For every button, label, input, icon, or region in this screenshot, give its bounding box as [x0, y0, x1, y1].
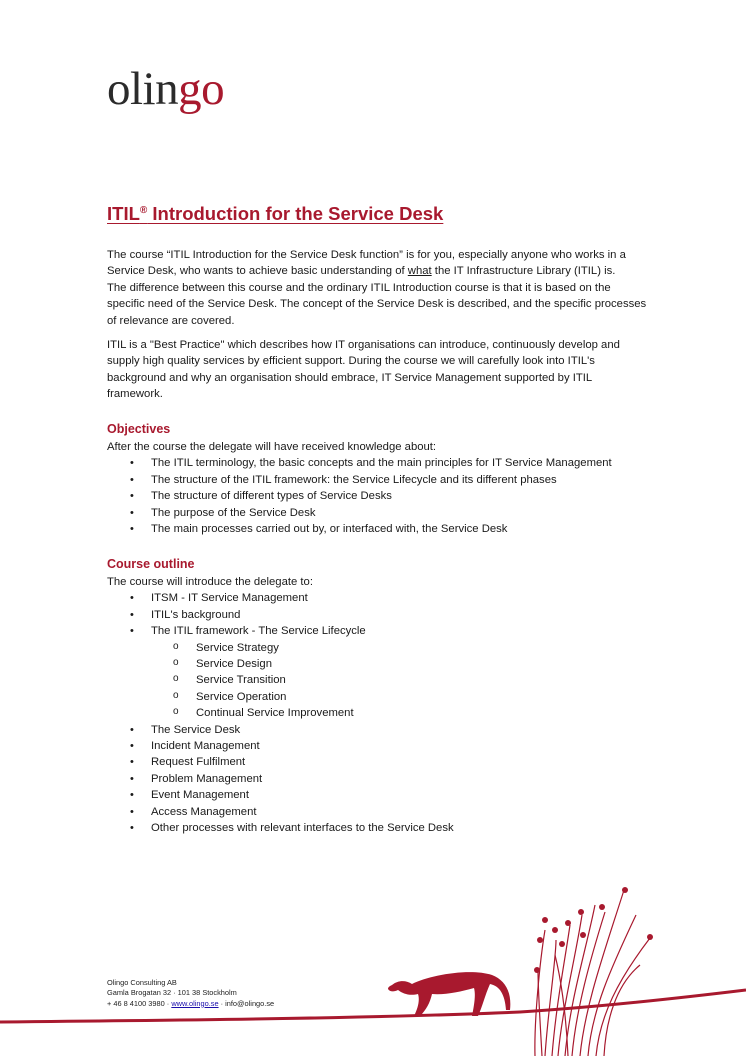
website-link[interactable]: www.olingo.se: [171, 998, 219, 1008]
list-item: • The ITIL framework - The Service Lifecycle o Service Strategy o Service Design o Service Transition o Service Operation o Continual Service Improvement: [151, 623, 647, 721]
list-item: • The structure of different types of Service Desks: [151, 488, 647, 504]
course-outline-lead: The course will introduce the delegate to:: [107, 575, 313, 588]
sublist-item: o Service Operation: [196, 689, 647, 705]
list-item: • The Service Desk: [151, 722, 647, 738]
list-item: • The purpose of the Service Desk: [151, 505, 647, 521]
lemur-silhouette: [388, 972, 510, 1016]
document-body: [107, 247, 647, 836]
course-outline-list: [107, 590, 647, 836]
decorative-lemur-illustration: [0, 880, 746, 1056]
objectives-list: [107, 455, 647, 537]
sublist-item: o Service Transition: [196, 672, 647, 688]
list-item: • Incident Management: [151, 738, 647, 754]
intro-paragraph-2: The difference between this course and the ordinary ITIL Introduction course is that it is based on the specific need of the Service Desk. The concept of the Service Desk is described, and the specific processes of relevance are covered.: [107, 281, 647, 327]
footer-company: Olingo Consulting AB: [107, 978, 177, 987]
list-item: • Problem Management: [151, 771, 647, 787]
list-item: • Request Fulfilment: [151, 754, 647, 770]
list-item: • The structure of the ITIL framework: the Service Lifecycle and its different phases: [151, 472, 647, 488]
rope-line: [0, 990, 746, 1022]
lifecycle-sublist: [151, 640, 647, 722]
sublist-item: o Service Design: [196, 656, 647, 672]
list-item: • The main processes carried out by, or interfaced with, the Service Desk: [151, 521, 647, 537]
objectives-lead: After the course the delegate will have received knowledge about:: [107, 441, 437, 454]
footer-contact-line: + 46 8 4100 3980 · www.olingo.se · info@olingo.se: [107, 998, 275, 1008]
list-item: • ITIL's background: [151, 607, 647, 623]
list-item: • The ITIL terminology, the basic concepts and the main principles for IT Service Management: [151, 455, 647, 471]
list-item: • Event Management: [151, 787, 647, 803]
list-item: • ITSM - IT Service Management: [151, 590, 647, 606]
intro-paragraph-1: The course “ITIL Introduction for the Service Desk function” is for you, especially anyone who works in a Service Desk, who wants to achieve basic understanding of what the IT Infrastructure Library (ITIL) is.: [107, 249, 626, 278]
course-outline-heading: Course outline: [107, 556, 195, 571]
objectives-heading: Objectives: [107, 421, 171, 436]
list-item: • Other processes with relevant interfaces to the Service Desk: [151, 820, 647, 836]
sublist-item: o Service Strategy: [196, 640, 647, 656]
intro-paragraph-3: ITIL is a "Best Practice" which describes how IT organisations can introduce, continuously develop and supply high quality services by efficient support. During the course we will carefully look into ITIL's background and why an organisation should embrace, IT Service Management supported by ITIL framework.: [107, 339, 620, 401]
list-item: • Access Management: [151, 804, 647, 820]
footer-address: Gamla Brogatan 32 · 101 38 Stockholm: [107, 988, 237, 998]
sublist-item: o Continual Service Improvement: [196, 705, 647, 721]
page-title: ITIL® Introduction for the Service Desk: [107, 203, 444, 224]
olingo-logo: olingo: [107, 63, 225, 115]
